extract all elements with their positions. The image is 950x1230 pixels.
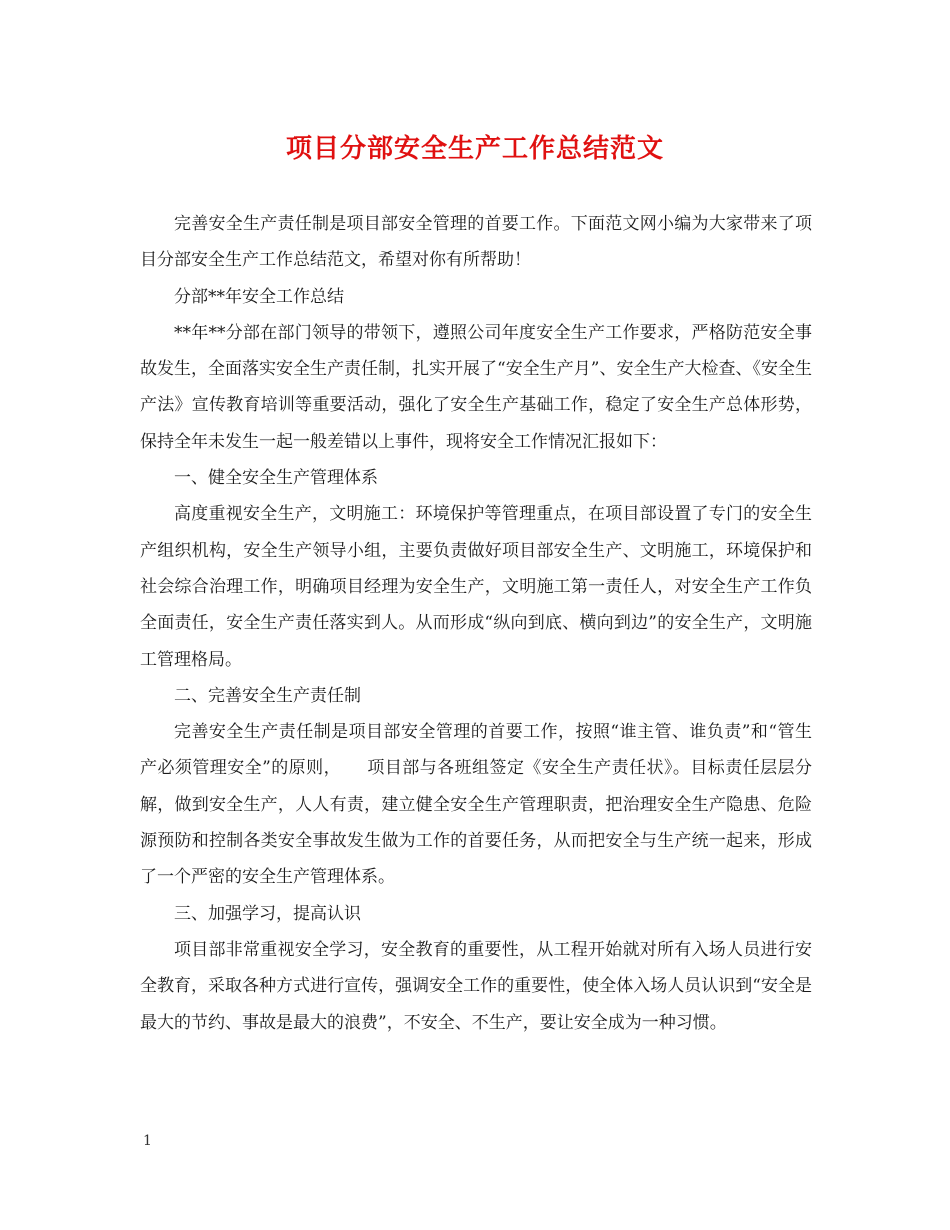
section-heading-2: 二、完善安全生产责任制 bbox=[174, 685, 361, 706]
document-title: 项目分部安全生产工作总结范文 bbox=[285, 134, 664, 164]
section-heading-summary: 分部**年安全工作总结 bbox=[174, 286, 344, 307]
overview-paragraph: **年**分部在部门领导的带领下，遵照公司年度安全生产工作要求，严格防范安全事故发生，全面落实安全生产责任制，扎实开展了“安全生产月”、安全生产大检查、《安全生产法》宣传教育培训等重要活动，强化了安全生产基础工作，稳定了安全生产总体形势，保持全年未发生一起一般差错以上事件，现将安全工作情况汇报如下： bbox=[140, 322, 812, 452]
section-heading-1: 一、健全安全生产管理体系 bbox=[174, 468, 378, 489]
intro-paragraph: 完善安全生产责任制是项目部安全管理的首要工作。下面范文网小编为大家带来了项目分部安全生产工作总结范文，希望对你有所帮助！ bbox=[140, 214, 812, 271]
section-2-paragraph: 完善安全生产责任制是项目部安全管理的首要工作，按照“谁主管、谁负责”和“管生产必须管理安全”的原则， 项目部与各班组签定《安全生产责任状》。目标责任层层分解，做到安全生产，人人有责，建立健全安全生产管理职责，把治理安全生产隐患、危险源预防和控制各类安全事故发生做为工作的首要任务，从而把安全与生产统一起来，形成了一个严密的安全生产管理体系。 bbox=[140, 722, 812, 888]
section-1-paragraph: 高度重视安全生产，文明施工：环境保护等管理重点，在项目部设置了专门的安全生产组织机构，安全生产领导小组，主要负责做好项目部安全生产、文明施工，环境保护和社会综合治理工作，明确项目经理为安全生产，文明施工第一责任人，对安全生产工作负全面责任，安全生产责任落实到人。从而形成“纵向到底、横向到边”的安全生产，文明施工管理格局。 bbox=[140, 504, 812, 670]
section-heading-3: 三、加强学习，提高认识 bbox=[174, 903, 361, 924]
document-body bbox=[140, 206, 812, 1041]
section-3-paragraph: 项目部非常重视安全学习，安全教育的重要性，从工程开始就对所有入场人员进行安全教育，采取各种方式进行宣传，强调安全工作的重要性，使全体入场人员认识到“安全是最大的节约、事故是最大的浪费”，不安全、不生产，要让安全成为一种习惯。 bbox=[140, 939, 812, 1033]
page-number: 1 bbox=[143, 1133, 152, 1149]
